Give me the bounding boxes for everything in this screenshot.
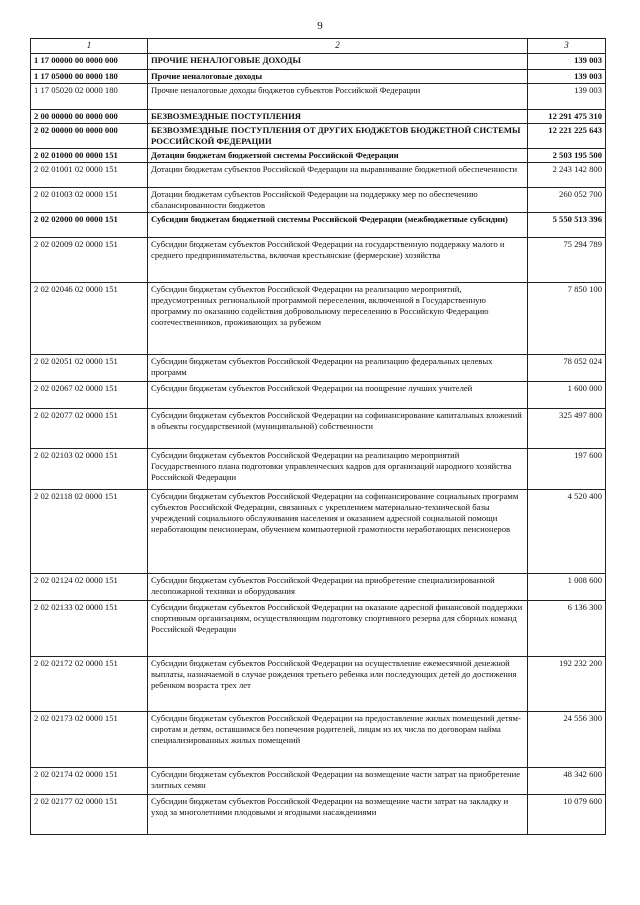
budget-code: 2 02 02173 02 0000 151 (31, 711, 148, 767)
budget-code: 1 17 00000 00 0000 000 (31, 53, 148, 69)
description: Дотации бюджетам субъектов Российской Федерации на поддержку мер по обеспечению сбалансированности бюджетов (148, 187, 528, 212)
budget-code: 2 02 02009 02 0000 151 (31, 237, 148, 282)
budget-code: 2 02 01000 00 0000 151 (31, 148, 148, 162)
table-row (31, 573, 606, 600)
description: Прочие неналоговые доходы (148, 69, 528, 83)
budget-code: 2 02 02077 02 0000 151 (31, 408, 148, 448)
budget-code: 2 02 02103 02 0000 151 (31, 448, 148, 489)
budget-code: 2 02 00000 00 0000 000 (31, 123, 148, 148)
page-number: 9 (317, 20, 323, 32)
budget-table (30, 38, 606, 835)
budget-code: 2 02 02051 02 0000 151 (31, 354, 148, 381)
amount: 2 243 142 800 (528, 162, 606, 187)
description: Субсидии бюджетам субъектов Российской Федерации на реализацию мероприятий Государственного плана подготовки управленческих кадров для организаций народного хозяйства Российской Федерации (148, 448, 528, 489)
table-row (31, 354, 606, 381)
table-row (31, 381, 606, 408)
description: Субсидии бюджетам субъектов Российской Федерации на реализацию федеральных целевых программ (148, 354, 528, 381)
description: Субсидии бюджетам субъектов Российской Федерации на поощрение лучших учителей (148, 381, 528, 408)
amount: 139 003 (528, 83, 606, 109)
table-row (31, 237, 606, 282)
table-row (31, 123, 606, 148)
table-row (31, 162, 606, 187)
budget-code: 2 02 02046 02 0000 151 (31, 282, 148, 354)
description: БЕЗВОЗМЕЗДНЫЕ ПОСТУПЛЕНИЯ ОТ ДРУГИХ БЮДЖЕТОВ БЮДЖЕТНОЙ СИСТЕМЫ РОССИЙСКОЙ ФЕДЕРАЦИИ (148, 123, 528, 148)
table-row (31, 767, 606, 794)
table-row (31, 600, 606, 656)
table-row (31, 148, 606, 162)
table-row (31, 69, 606, 83)
amount: 12 221 225 643 (528, 123, 606, 148)
budget-code: 2 02 02177 02 0000 151 (31, 794, 148, 834)
table-row (31, 282, 606, 354)
budget-code: 2 02 02000 00 0000 151 (31, 212, 148, 237)
description: БЕЗВОЗМЕЗДНЫЕ ПОСТУПЛЕНИЯ (148, 109, 528, 123)
description: Дотации бюджетам субъектов Российской Федерации на выравнивание бюджетной обеспеченности (148, 162, 528, 187)
table-row (31, 711, 606, 767)
budget-code: 2 02 02172 02 0000 151 (31, 656, 148, 711)
description: Субсидии бюджетам субъектов Российской Федерации на софинансирование социальных программ субъектов Российской Федерации, связанных с укреплением материально-технической базы учреждений социального обслуживания населения и оказанием адресной социальной помощи неработающим пенсионерам, обучением компьютерной грамотности неработающих пенсионеров (148, 489, 528, 573)
amount: 1 008 600 (528, 573, 606, 600)
amount: 24 556 300 (528, 711, 606, 767)
amount: 48 342 600 (528, 767, 606, 794)
amount: 260 052 700 (528, 187, 606, 212)
amount: 2 503 195 500 (528, 148, 606, 162)
budget-code: 2 02 02118 02 0000 151 (31, 489, 148, 573)
table-row (31, 83, 606, 109)
table-row (31, 109, 606, 123)
budget-code: 1 17 05000 00 0000 180 (31, 69, 148, 83)
description: Субсидии бюджетам субъектов Российской Федерации на приобретение специализированной лесопожарной техники и оборудования (148, 573, 528, 600)
amount: 139 003 (528, 53, 606, 69)
budget-code: 2 00 00000 00 0000 000 (31, 109, 148, 123)
amount: 12 291 475 310 (528, 109, 606, 123)
description: Субсидии бюджетам субъектов Российской Федерации на возмещение части затрат на закладку и уход за многолетними плодовыми и ягодными насаждениями (148, 794, 528, 834)
table-row (31, 489, 606, 573)
description: Субсидии бюджетам субъектов Российской Федерации на возмещение части затрат на приобретение элитных семян (148, 767, 528, 794)
amount: 5 550 513 396 (528, 212, 606, 237)
budget-code: 2 02 01003 02 0000 151 (31, 187, 148, 212)
amount: 6 136 300 (528, 600, 606, 656)
amount: 1 600 000 (528, 381, 606, 408)
amount: 75 294 789 (528, 237, 606, 282)
description: Прочие неналоговые доходы бюджетов субъектов Российской Федерации (148, 83, 528, 109)
table-row (31, 212, 606, 237)
description: ПРОЧИЕ НЕНАЛОГОВЫЕ ДОХОДЫ (148, 53, 528, 69)
column-number: 2 (148, 39, 528, 54)
budget-code: 2 02 02174 02 0000 151 (31, 767, 148, 794)
amount: 10 079 600 (528, 794, 606, 834)
amount: 78 052 024 (528, 354, 606, 381)
budget-code: 1 17 05020 02 0000 180 (31, 83, 148, 109)
table-row (31, 448, 606, 489)
amount: 325 497 800 (528, 408, 606, 448)
amount: 7 850 100 (528, 282, 606, 354)
description: Субсидии бюджетам субъектов Российской Федерации на софинансирование капитальных вложений в объекты государственной (муниципальной) собственности (148, 408, 528, 448)
budget-code: 2 02 02124 02 0000 151 (31, 573, 148, 600)
table-row (31, 408, 606, 448)
description: Дотации бюджетам бюджетной системы Российской Федерации (148, 148, 528, 162)
table-row (31, 656, 606, 711)
description: Субсидии бюджетам субъектов Российской Федерации на реализацию мероприятий, предусмотренных региональной программой переселения, включенной в Государственную программу по оказанию содействия добровольному переселению в Российскую Федерацию соотечественников, проживающих за рубежом (148, 282, 528, 354)
description: Субсидии бюджетам субъектов Российской Федерации на осуществление ежемесячной денежной выплаты, назначаемой в случае рождения третьего ребенка или последующих детей до достижения ребенком возраста трех лет (148, 656, 528, 711)
description: Субсидии бюджетам субъектов Российской Федерации на государственную поддержку малого и среднего предпринимательства, включая крестьянские (фермерские) хозяйства (148, 237, 528, 282)
budget-code: 2 02 01001 02 0000 151 (31, 162, 148, 187)
table-row (31, 187, 606, 212)
description: Субсидии бюджетам бюджетной системы Российской Федерации (межбюджетные субсидии) (148, 212, 528, 237)
column-number: 3 (528, 39, 606, 54)
column-number-row (31, 39, 606, 54)
column-number: 1 (31, 39, 148, 54)
budget-code: 2 02 02133 02 0000 151 (31, 600, 148, 656)
amount: 197 600 (528, 448, 606, 489)
table-row (31, 53, 606, 69)
table-row (31, 794, 606, 834)
description: Субсидии бюджетам субъектов Российской Федерации на оказание адресной финансовой поддержки спортивным организациям, осуществляющим подготовку спортивного резерва для сборных команд Российской Федерации (148, 600, 528, 656)
amount: 4 520 400 (528, 489, 606, 573)
description: Субсидии бюджетам субъектов Российской Федерации на предоставление жилых помещений детям-сиротам и детям, оставшимся без попечения родителей, лицам из их числа по договорам найма специализированных жилых помещений (148, 711, 528, 767)
amount: 139 003 (528, 69, 606, 83)
budget-code: 2 02 02067 02 0000 151 (31, 381, 148, 408)
amount: 192 232 200 (528, 656, 606, 711)
